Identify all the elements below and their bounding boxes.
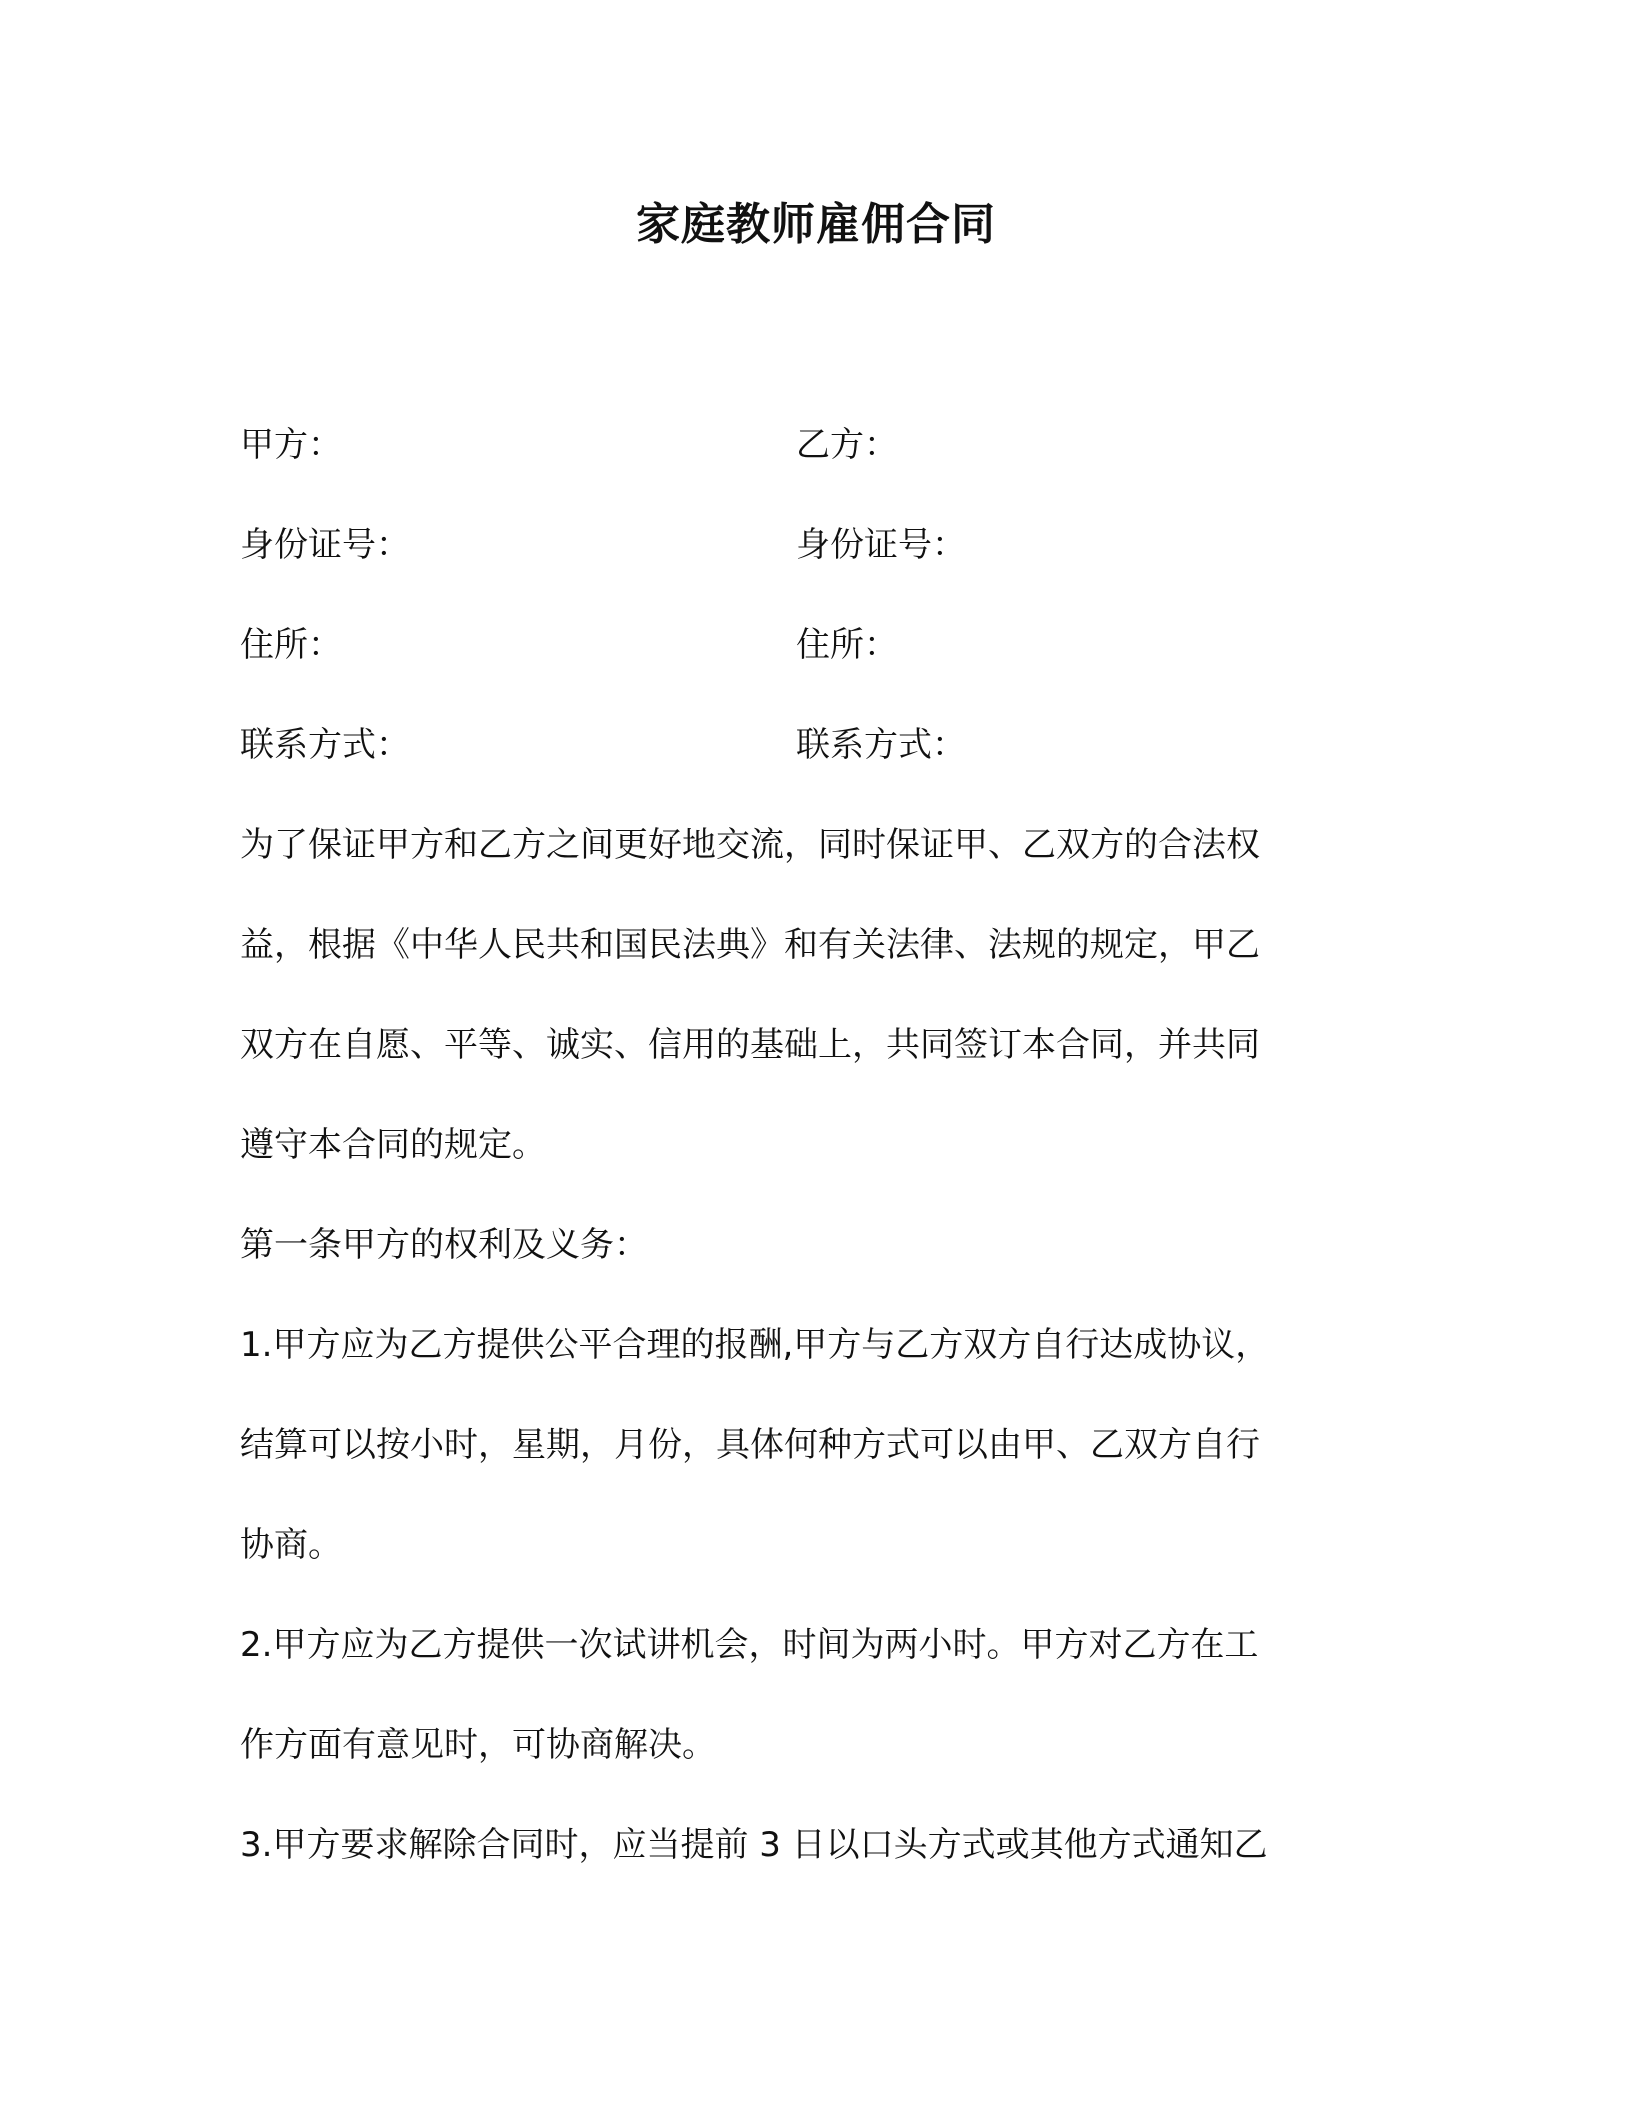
party-a-address-label: 住所： (240, 625, 342, 665)
party-a-name-label: 甲方： (240, 425, 342, 465)
party-b-address-label: 住所： (796, 625, 898, 665)
party-b-name-label: 乙方： (796, 425, 898, 465)
party-id-row (240, 520, 1360, 570)
party-address-row (240, 620, 1360, 670)
party-b-id-label: 身份证号： (796, 525, 966, 565)
paragraph-line: 协商。 (240, 1525, 342, 1565)
party-name-row (240, 420, 1360, 470)
article-1-heading-block (240, 1195, 1370, 1295)
paragraph-line: 作方面有意见时，可协商解决。 (240, 1725, 716, 1765)
paragraph-line: 结算可以按小时，星期，月份，具体何种方式可以由甲、乙双方自行 (240, 1425, 1260, 1465)
paragraph-line: 益，根据《中华人民共和国民法典》和有关法律、法规的规定，甲乙 (240, 925, 1260, 965)
party-contact-row (240, 720, 1360, 770)
article-1-heading: 第一条甲方的权利及义务： (240, 1225, 648, 1265)
paragraph-line: 1.甲方应为乙方提供公平合理的报酬,甲方与乙方双方自行达成协议， (240, 1325, 1270, 1365)
clause-3-paragraph (240, 1795, 1370, 1895)
party-b-contact-label: 联系方式： (796, 725, 966, 765)
paragraph-line: 3.甲方要求解除合同时，应当提前 3 日以口头方式或其他方式通知乙 (240, 1825, 1268, 1865)
paragraph-line: 双方在自愿、平等、诚实、信用的基础上，共同签订本合同，并共同 (240, 1025, 1260, 1065)
party-a-contact-label: 联系方式： (240, 725, 410, 765)
paragraph-line: 遵守本合同的规定。 (240, 1125, 546, 1165)
paragraph-line: 2.甲方应为乙方提供一次试讲机会，时间为两小时。甲方对乙方在工 (240, 1625, 1259, 1665)
clause-1-paragraph (240, 1295, 1370, 1595)
party-a-id-label: 身份证号： (240, 525, 410, 565)
clause-2-paragraph (240, 1595, 1370, 1795)
document-title: 家庭教师雇佣合同 (636, 199, 996, 250)
paragraph-line: 为了保证甲方和乙方之间更好地交流，同时保证甲、乙双方的合法权 (240, 825, 1260, 865)
preamble-paragraph (240, 795, 1370, 1195)
